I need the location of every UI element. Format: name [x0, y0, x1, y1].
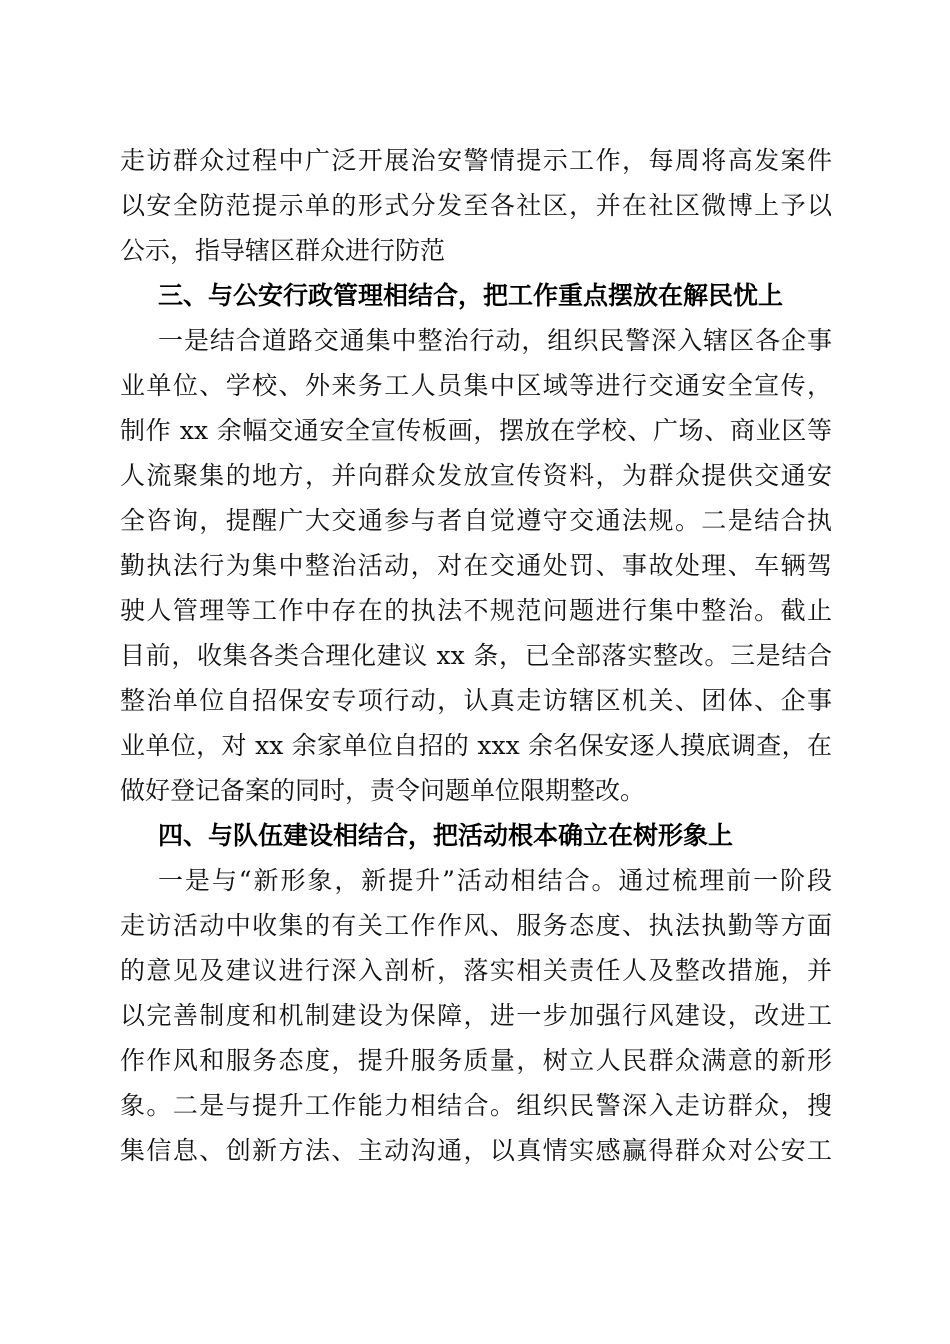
paragraph-line: 的意见及建议进行深入剖析，落实相关责任人及整改措施，并 — [120, 956, 832, 985]
paragraph-line: 走访群众过程中广泛开展治安警情提示工作，每周将高发案件 — [120, 146, 832, 175]
paragraph-line: 人流聚集的地方，并向群众发放宣传资料，为群众提供交通安 — [120, 461, 832, 490]
paragraph-line: 驶人管理等工作中存在的执法不规范问题进行集中整治。截止 — [120, 596, 832, 625]
paragraph-line: 业单位、学校、外来务工人员集中区域等进行交通安全宣传， — [120, 371, 832, 400]
paragraph-line: 以完善制度和机制建设为保障，进一步加强行风建设，改进工 — [120, 1001, 832, 1030]
paragraph-line: 目前，收集各类合理化建议 xx 条，已全部落实整改。三是结合 — [120, 641, 832, 670]
paragraph-line: 象。二是与提升工作能力相结合。组织民警深入走访群众，搜 — [120, 1091, 832, 1120]
paragraph-line: 制作 xx 余幅交通安全宣传板画，摆放在学校、广场、商业区等 — [120, 416, 832, 445]
section-heading-3: 三、与公安行政管理相结合，把工作重点摆放在解民忧上 — [158, 281, 784, 310]
paragraph-line: 公示，指导辖区群众进行防范 — [120, 236, 446, 265]
paragraph-line: 作作风和服务态度，提升服务质量，树立人民群众满意的新形 — [120, 1046, 832, 1075]
paragraph-line: 做好登记备案的同时，责令问题单位限期整改。 — [120, 776, 646, 805]
paragraph-line: 走访活动中收集的有关工作作风、服务态度、执法执勤等方面 — [120, 911, 832, 940]
paragraph-line: 全咨询，提醒广大交通参与者自觉遵守交通法规。二是结合执 — [120, 506, 832, 535]
paragraph-line: 业单位，对 xx 余家单位自招的 xxx 余名保安逐人摸底调查，在 — [120, 731, 832, 760]
paragraph-line: 整治单位自招保安专项行动，认真走访辖区机关、团体、企事 — [120, 686, 832, 715]
paragraph-line: 一是与“新形象，新提升”活动相结合。通过梳理前一阶段 — [158, 866, 832, 895]
paragraph-line: 以安全防范提示单的形式分发至各社区，并在社区微博上予以 — [120, 191, 832, 220]
section-heading-4: 四、与队伍建设相结合，把活动根本确立在树形象上 — [158, 821, 734, 850]
paragraph-line: 一是结合道路交通集中整治行动，组织民警深入辖区各企事 — [158, 326, 832, 355]
paragraph-line: 勤执法行为集中整治活动，对在交通处罚、事故处理、车辆驾 — [120, 551, 832, 580]
paragraph-line: 集信息、创新方法、主动沟通，以真情实感赢得群众对公安工 — [120, 1136, 832, 1165]
